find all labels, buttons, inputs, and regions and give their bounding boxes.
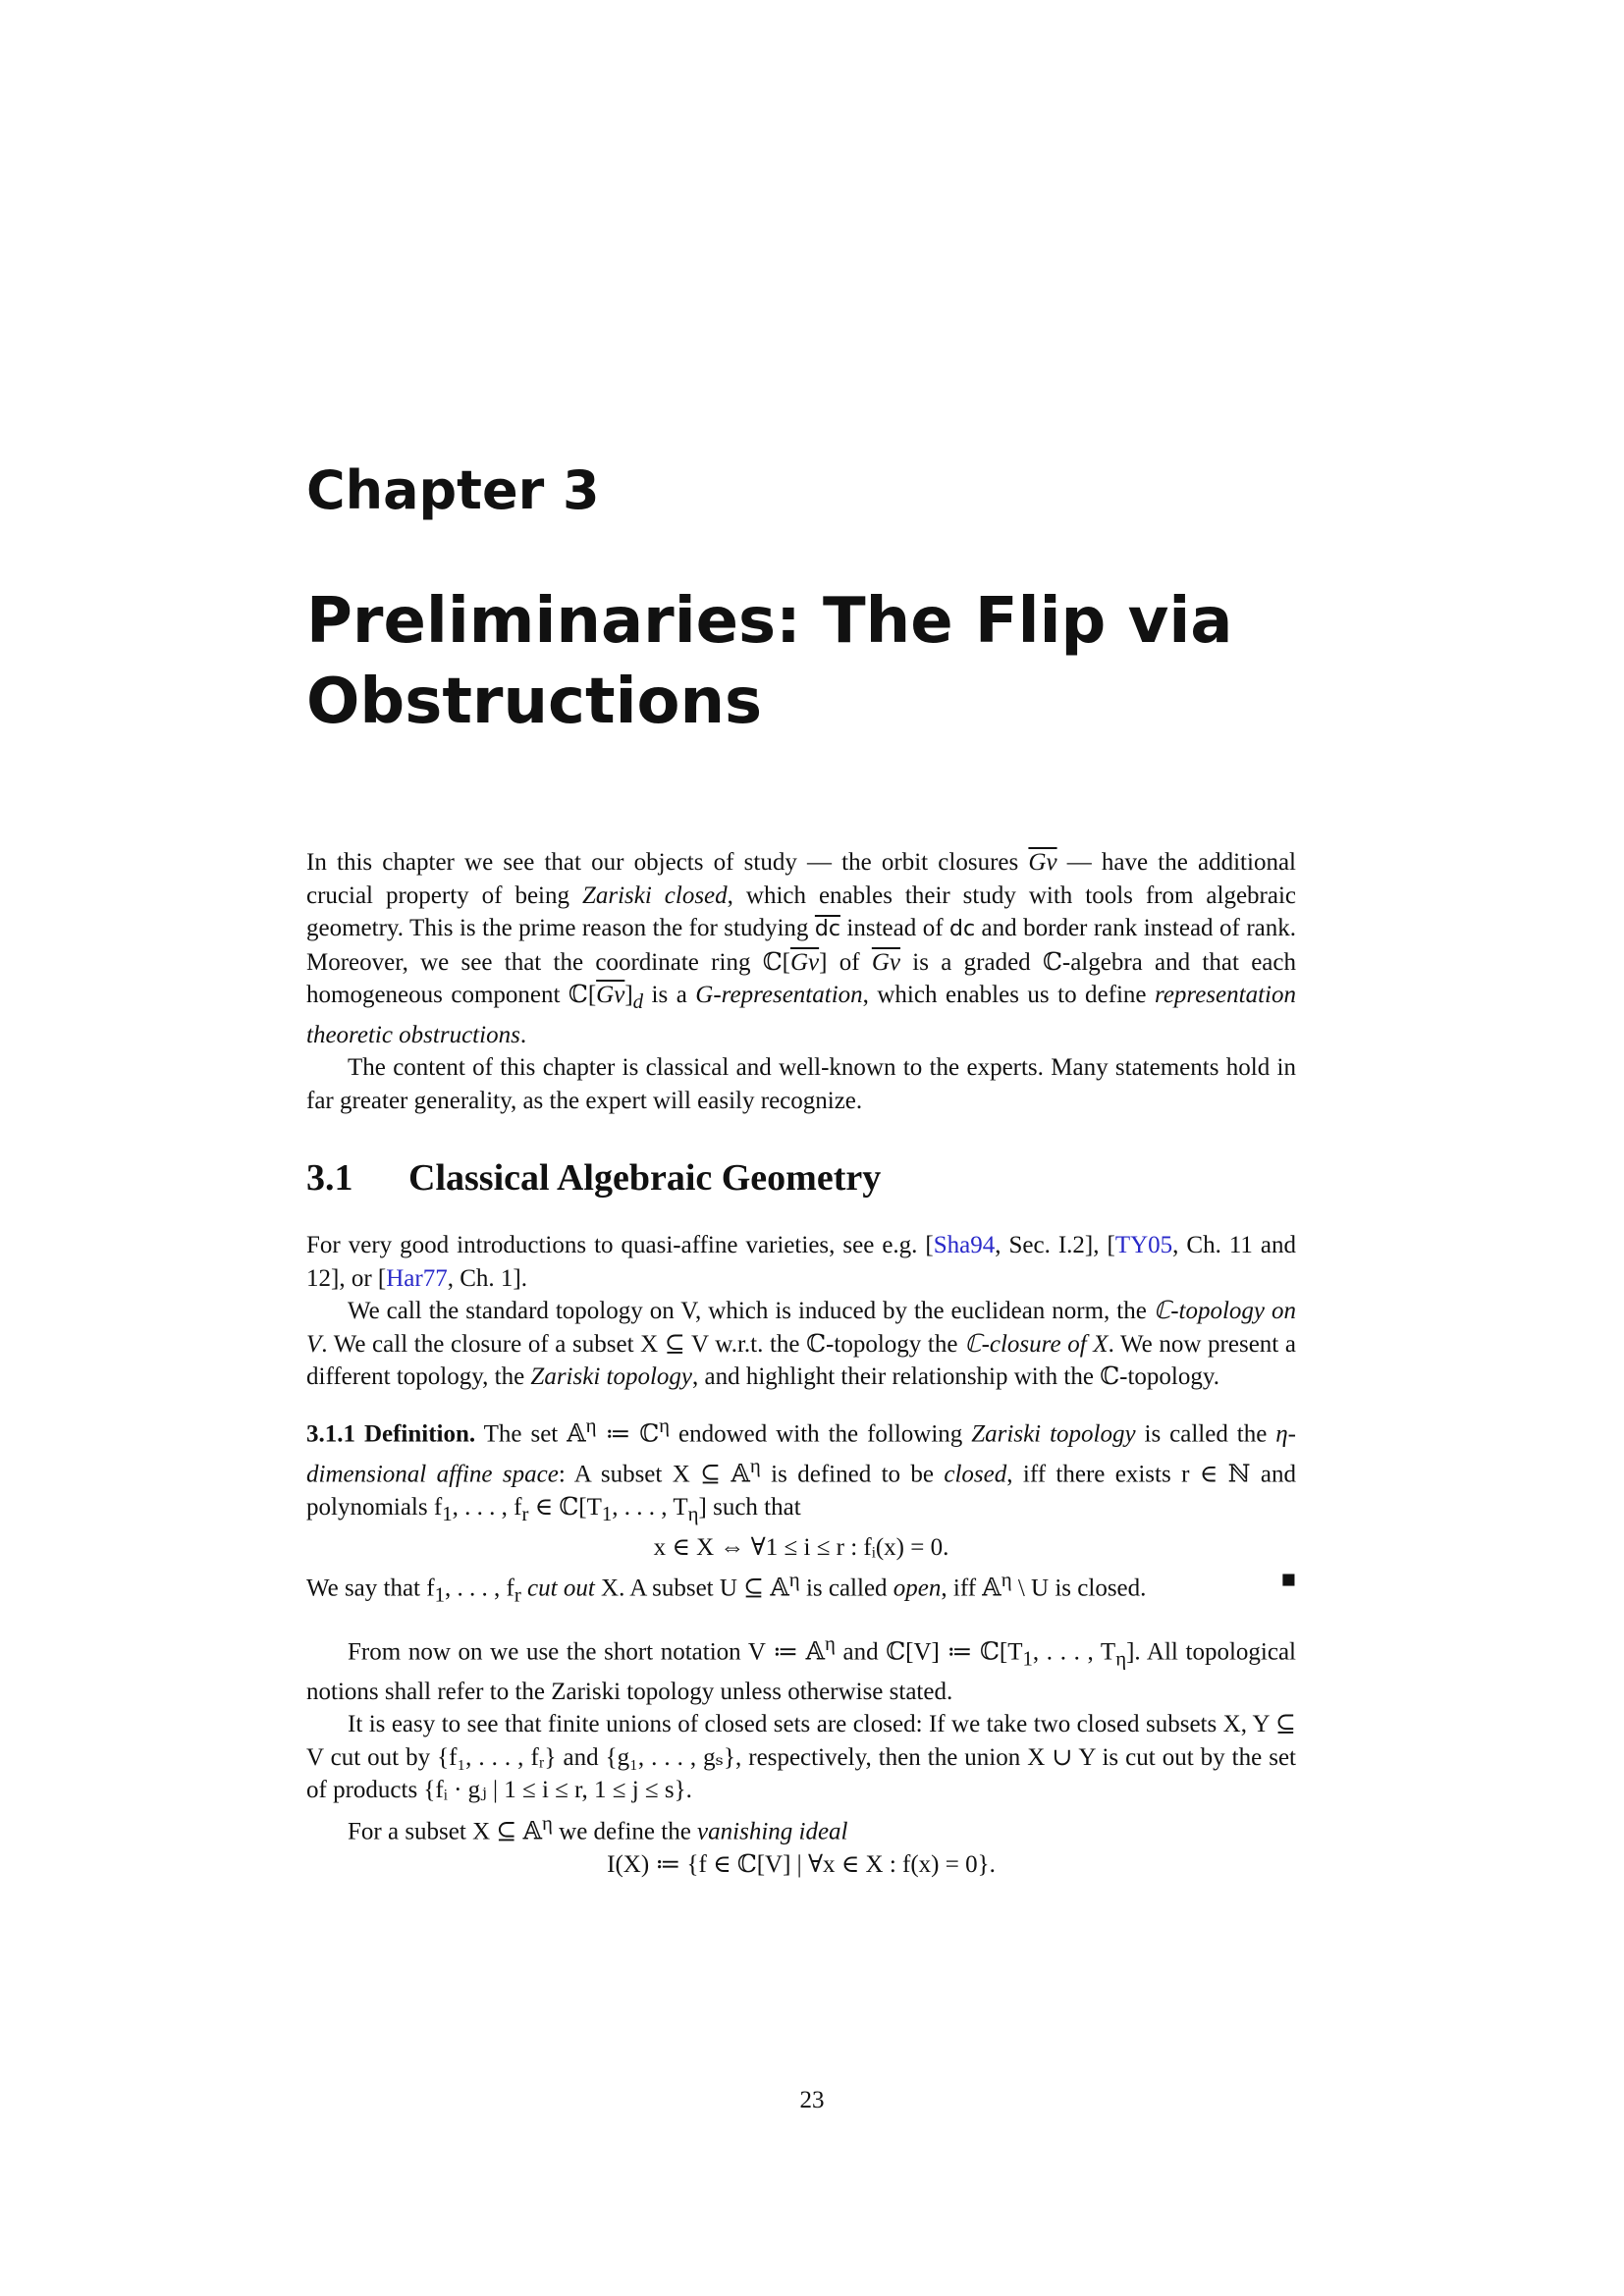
citation-link[interactable]: TY05 [1114, 1232, 1173, 1258]
unions-paragraph: It is easy to see that finite unions of closed sets are closed: If we take two closed subsets X, Y ⊆ V cut out by {f₁, . . . , fᵣ} and {g₁, . . . , gₛ}, respectively, then the union X ∪ Y is cut out by the set of products {fᵢ · gⱼ | 1 ≤ i ≤ r, 1 ≤ j ≤ s}. [306, 1711, 1296, 1804]
section-number: 3.1 [306, 1157, 353, 1199]
references-paragraph: For very good introductions to quasi-affine varieties, see e.g. [Sha94, Sec. I.2], [TY05, Ch. 11 and 12], or [Har77, Ch. 1]. [306, 1232, 1296, 1292]
chapter-label: Chapter 3 [306, 459, 600, 521]
section-heading [306, 1156, 881, 1200]
chapter-title: Preliminaries: The Flip via Obstructions [306, 585, 1233, 738]
citation-link[interactable]: Har77 [386, 1264, 448, 1292]
vanishing-ideal-paragraph: For a subset X ⊆ 𝔸$^\eta$ we define the vanishing ideal [348, 1810, 848, 1845]
definition-conclusion: We say that $f_1$, . . . , $f_r$ cut out X. A subset U ⊆ 𝔸$^\eta$ is called open, iff 𝔸$^\eta$ \ U is closed. ■ [306, 1564, 1296, 1612]
section-title: Classical Algebraic Geometry [408, 1157, 882, 1199]
citation-link[interactable]: Sha94 [933, 1232, 996, 1258]
intro-paragraph-2: The content of this chapter is classical and well-known to the experts. Many statements hold in far greater generality, as the expert will easily recognize. [306, 1054, 1296, 1114]
section-body [306, 1229, 1296, 1881]
definition-equation: x ∈ X ⇔ ∀1 ≤ i ≤ r : fᵢ(x) = 0. [653, 1533, 949, 1561]
chapter-intro [306, 846, 1296, 1117]
notation-paragraph: From now on we use the short notation V ≔ 𝔸$^\eta$ and ℂ[V] ≔ $ℂ[T_1$, . . . , $T_\eta$]. All topological notions shall refer to the Zariski topology unless otherwise stated. [306, 1630, 1296, 1705]
intro-paragraph-1: In this chapter we see that our objects of study — the orbit closures $\overline{Gv}$ — have the additional crucial property of being Zariski closed, which enables their study with tools from algebraic geometry. This is the prime reason the for studying $\overline{dc}$ instead of dc and border rank instead of rank. Moreover, we see that the coordinate ring $ℂ[\overline{Gv}]$ of $\overline{Gv}$ is a graded ℂ-algebra and that each homogeneous component $ℂ[\overline{Gv}]_d$ is a G-representation, which enables us to define representation theoretic obstructions. [306, 849, 1297, 1048]
topology-paragraph: We call the standard topology on V, which is induced by the euclidean norm, the ℂ-topology on V. We call the closure of a subset X ⊆ V w.r.t. the ℂ-topology the ℂ-closure of X. We now present a different topology, the Zariski topology, and highlight their relationship with the ℂ-topology. [306, 1298, 1296, 1390]
vanishing-ideal-equation: I(X) ≔ {f ∈ ℂ[V] | ∀x ∈ X : f(x) = 0}. [607, 1850, 996, 1878]
page-number: 23 [799, 2087, 825, 2113]
definition-block: 3.1.1 Definition. The set 𝔸$^\eta$ ≔ ℂ$^\eta$ endowed with the following Zariski topology is called the η-dimensional affine space: A subset X ⊆ 𝔸$^\eta$ is defined to be closed, iff there exists r ∈ ℕ and polynomials $f_1$, . . . , $f_r$ ∈ $ℂ[T_1$, . . . , $T_\eta$] such that [306, 1413, 1297, 1526]
definition-label: 3.1.1 Definition. [306, 1419, 476, 1447]
end-of-definition-icon: ■ [1280, 1567, 1296, 1594]
